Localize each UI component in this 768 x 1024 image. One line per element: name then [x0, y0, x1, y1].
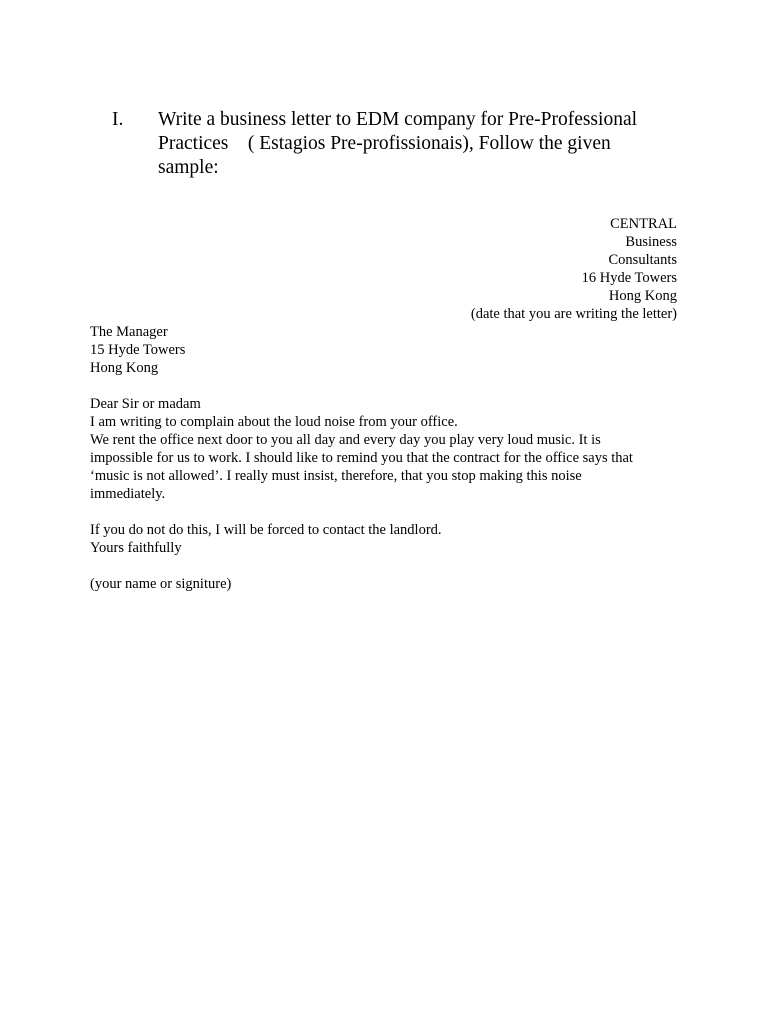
sender-address-line: CENTRAL [610, 216, 677, 232]
signoff: Yours faithfully [90, 540, 182, 556]
body-paragraph-line: immediately. [90, 486, 166, 502]
body-paragraph-line: impossible for us to work. I should like to remind you that the contract for the office says that [90, 450, 633, 466]
sender-address-line: Business [625, 234, 677, 250]
task-instruction-line: sample: [158, 157, 219, 178]
sender-address-line: 16 Hyde Towers [581, 270, 677, 286]
paragraph-gap [90, 557, 690, 575]
recipient-address-line: Hong Kong [90, 360, 159, 376]
recipient-address-line: 15 Hyde Towers [90, 342, 186, 358]
signature-placeholder: (your name or signiture) [90, 576, 232, 592]
paragraph-gap [90, 503, 690, 521]
body-paragraph-line: ‘music is not allowed’. I really must insist, therefore, that you stop making this noise [90, 468, 582, 484]
task-instruction-line: Practices ( Estagios Pre-profissionais), Follow the given [158, 133, 611, 154]
sender-address-line: Consultants [608, 252, 677, 268]
opening-line: I am writing to complain about the loud noise from your office. [90, 414, 458, 430]
letter-body [90, 395, 690, 593]
task-instruction-line: Write a business letter to EDM company for Pre-Professional [158, 109, 638, 130]
closing-line: If you do not do this, I will be forced to contact the landlord. [90, 522, 442, 538]
sender-address [471, 215, 677, 323]
body-paragraph-line: We rent the office next door to you all day and every day you play very loud music. It is [90, 432, 601, 448]
recipient-address-line: The Manager [90, 324, 168, 340]
task-number: I. [112, 109, 124, 130]
sender-address-line: Hong Kong [608, 288, 677, 304]
task-instruction [158, 108, 678, 180]
recipient-address [90, 323, 185, 377]
letter-date-placeholder: (date that you are writing the letter) [470, 306, 677, 322]
salutation: Dear Sir or madam [90, 396, 201, 412]
